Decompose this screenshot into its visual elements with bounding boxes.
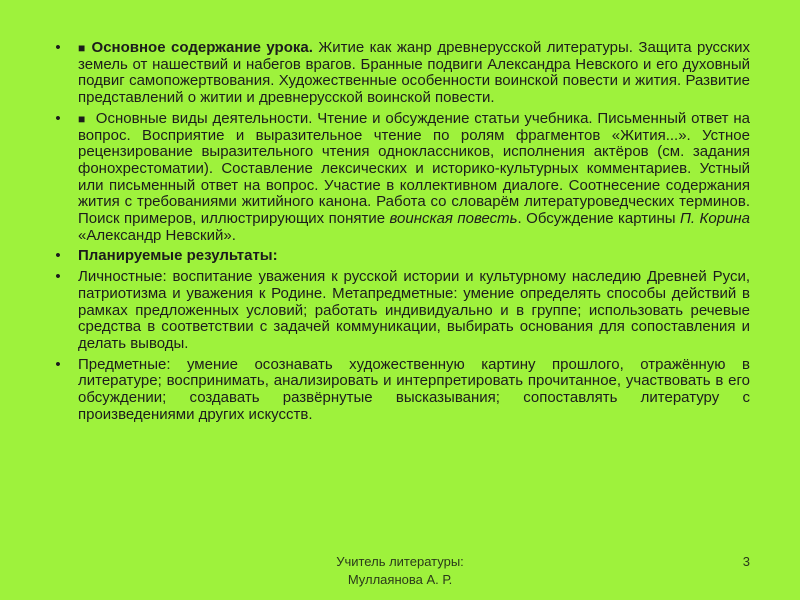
item-text: Житие как жанр древнерусской литературы. Защита русских земель от нашествий и набегов врагов. Бранные подвиги Александра Невского и его духовный подвиг самопожертвования. Художественные особенности воинской повести и жития. Развитие представлений о житии и древнерусской воинской повести. bbox=[78, 39, 750, 107]
list-item-activities bbox=[55, 109, 751, 245]
bullet-icon: • bbox=[55, 109, 61, 127]
item-heading: Основное содержание урока. bbox=[91, 39, 313, 56]
item-text: . Обсуждение картины bbox=[517, 210, 681, 228]
item-heading: Планируемые результаты: bbox=[78, 247, 278, 265]
item-text: Основные виды деятельности. Чтение и обсуждение статьи учебника. Письменный ответ на вопрос. Восприятие и выразительное чтение по ролям фрагментов «Жития...». Устное рецензирование выразительного чтения одноклассников, исполнения актёров (см. задания фонохрестоматии). Составление лексических и историко-культурных комментариев. Устный или письменный ответ на вопрос. Участие в коллективном диалоге. Соотнесение содержания жития с требованиями житийного канона. Работа со словарём литературоведческих терминов. Поиск примеров, иллюстрирующих понятие bbox=[78, 109, 751, 228]
italic-term: воинская повесть bbox=[389, 210, 518, 228]
list-item-personal-results bbox=[55, 268, 750, 353]
list-item-subject-results bbox=[55, 355, 750, 424]
item-text: Предметные: умение осознавать художественную картину прошлого, отражённую в литературе; воспринимать, анализировать и интерпретировать прочитанное, участвовать в его обсуждении; создавать развёрнутые высказывания; сопоставлять литературу с произведениями других искусств. bbox=[78, 355, 750, 423]
item-text: «Александр Невский». bbox=[78, 226, 236, 244]
page-number: 3 bbox=[742, 554, 750, 569]
italic-author: П. Корина bbox=[680, 210, 751, 228]
footer-author bbox=[0, 553, 800, 589]
bullet-icon: • bbox=[55, 355, 61, 373]
bullet-icon: • bbox=[55, 39, 61, 56]
footer-line-2: Муллаянова А. Р. bbox=[347, 572, 453, 587]
item-text: Личностные: воспитание уважения к русской истории и культурному наследию Древней Руси, патриотизма и уважения к Родине. Метапредметные: умение определять способы действий в рамках предложенных условий; работать индивидуально и в группе; использовать речевые средства в соответствии с задачей коммуникации, выбирать основания для сопоставления и делать выводы. bbox=[78, 268, 750, 352]
square-bullet-icon: ■ bbox=[78, 111, 86, 126]
bullet-icon: • bbox=[55, 268, 61, 286]
list-item-main-content bbox=[55, 39, 750, 107]
square-bullet-icon: ■ bbox=[78, 41, 87, 55]
footer-line-1: Учитель литературы: bbox=[336, 554, 464, 569]
list-item-results-heading bbox=[55, 247, 750, 265]
slide-content bbox=[55, 39, 751, 427]
bullet-icon: • bbox=[55, 247, 61, 265]
